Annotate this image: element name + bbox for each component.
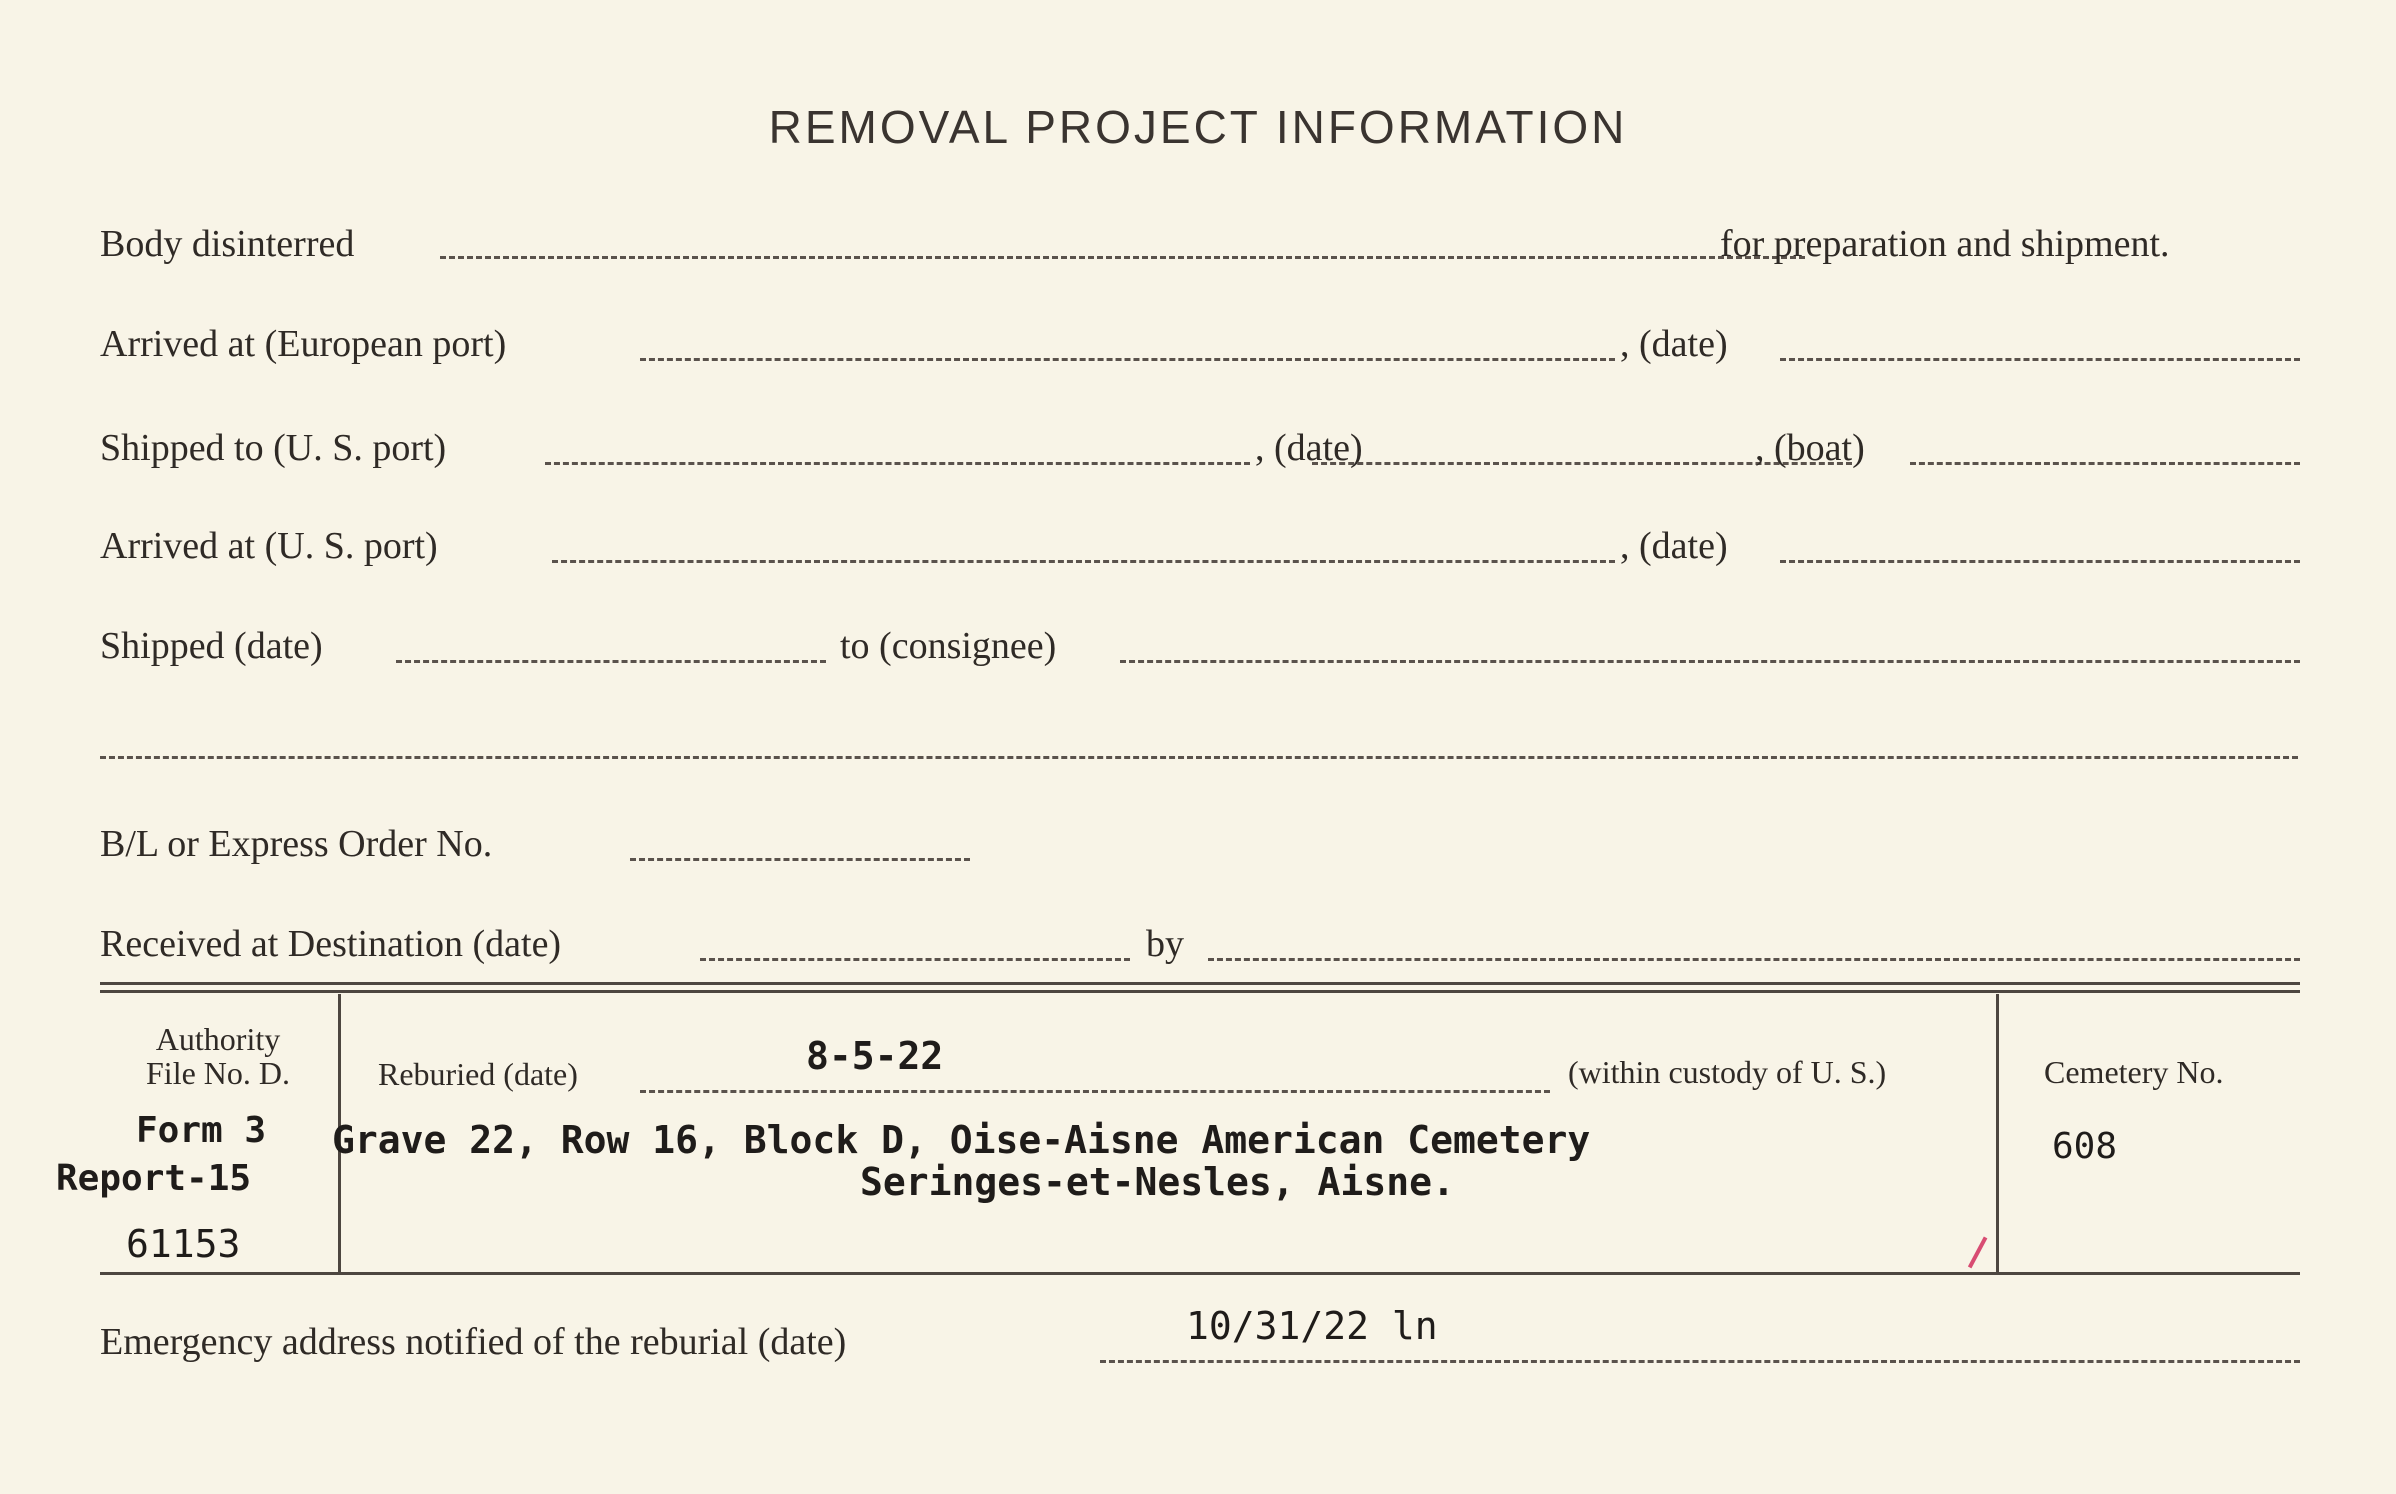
label-arrived-european-port: Arrived at (European port) [100, 323, 507, 365]
label-by: by [1146, 923, 1184, 965]
row-shipped-date [100, 624, 2300, 684]
blank-line [1100, 1360, 2300, 1363]
blank-line [630, 858, 970, 861]
blank-line [545, 462, 1250, 465]
blank-line [1120, 660, 2300, 663]
label-emergency-address: Emergency address notified of the reburial (date) [100, 1321, 847, 1363]
blank-line-full [100, 756, 2298, 759]
label-shipped-to-us-port: Shipped to (U. S. port) [100, 427, 447, 469]
blank-line [640, 1090, 1550, 1093]
blank-line [440, 256, 1805, 259]
grave-place: Seringes-et-Nesles, Aisne. [860, 1160, 1455, 1204]
label-cemetery-no: Cemetery No. [2044, 1054, 2224, 1090]
report-number: Report-15 [56, 1158, 252, 1199]
file-no-label-text: File No. D. [146, 1055, 290, 1091]
row-received-destination [100, 922, 2300, 982]
blank-line [640, 358, 1615, 361]
label-bl-express-order: B/L or Express Order No. [100, 823, 493, 865]
emergency-date-value: 10/31/22 ln [1186, 1304, 1438, 1348]
grave-location: Grave 22, Row 16, Block D, Oise-Aisne American Cemetery [332, 1118, 1591, 1162]
table-top-rule [100, 982, 2300, 985]
blank-line [396, 660, 826, 663]
blank-line [1910, 462, 2300, 465]
label-date: , (date) [1620, 525, 1728, 567]
table-bottom-rule [100, 1272, 2300, 1275]
authority-label-text: Authority [155, 1021, 281, 1057]
table-top-rule-2 [100, 990, 2300, 993]
form-number: Form 3 [136, 1110, 267, 1151]
label-custody: (within custody of U. S.) [1568, 1054, 1887, 1090]
row-bl-express [100, 822, 2300, 882]
row-body-disinterred [100, 222, 2300, 282]
cemetery-number: 608 [2052, 1126, 2118, 1167]
label-reburied-date: Reburied (date) [378, 1056, 578, 1092]
label-shipped-date: Shipped (date) [100, 625, 323, 667]
row-shipped-us-port [100, 426, 2300, 486]
label-to-consignee: to (consignee) [840, 625, 1057, 667]
label-date: , (date) [1255, 427, 1363, 469]
file-number: 61153 [126, 1222, 241, 1266]
label-body-disinterred: Body disinterred [100, 223, 355, 265]
authority-label [100, 1022, 336, 1090]
table-divider-right [1996, 994, 1999, 1272]
blank-line [700, 958, 1130, 961]
reburied-date-value: 8-5-22 [806, 1034, 944, 1078]
label-boat: , (boat) [1755, 427, 1865, 469]
label-received-destination: Received at Destination (date) [100, 923, 562, 965]
blank-line [1208, 958, 2300, 961]
label-preparation-shipment: for preparation and shipment. [1720, 223, 2170, 265]
row-arrived-us-port [100, 524, 2300, 584]
label-arrived-us-port: Arrived at (U. S. port) [100, 525, 438, 567]
blank-line [1780, 358, 2300, 361]
label-date: , (date) [1620, 323, 1728, 365]
row-arrived-european-port [100, 322, 2300, 382]
page-title: REMOVAL PROJECT INFORMATION [768, 101, 1628, 153]
blank-line [552, 560, 1615, 563]
blank-line [1780, 560, 2300, 563]
